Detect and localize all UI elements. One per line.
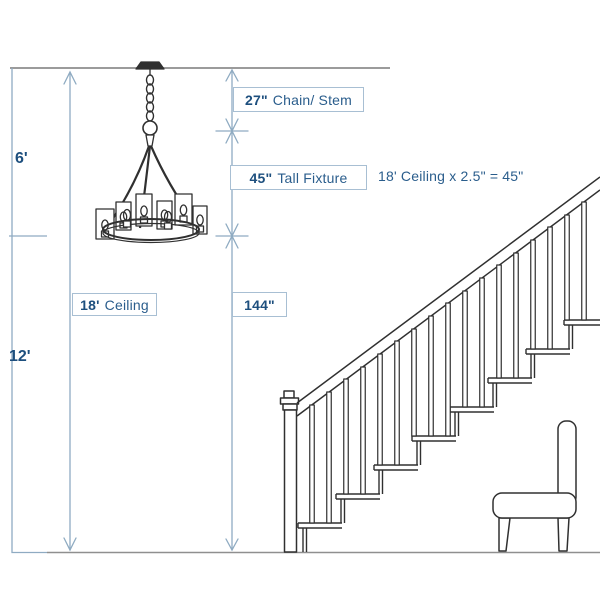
chain-stem-text: Chain/ Stem bbox=[272, 91, 353, 108]
ceiling-height-dimension-label bbox=[72, 293, 157, 316]
floor-to-fixture-value: 144" bbox=[244, 296, 275, 313]
tall-fixture-value: 45" bbox=[249, 169, 273, 186]
twelve-feet-label: 12' bbox=[9, 348, 31, 365]
tall-fixture-text: Tall Fixture bbox=[277, 169, 348, 186]
chandelier-candles bbox=[96, 194, 207, 239]
calculation-note: 18' Ceiling x 2.5" = 45" bbox=[378, 168, 524, 184]
newel-post bbox=[281, 391, 299, 552]
chain-stem-dimension-label bbox=[233, 87, 364, 112]
chain-stem-value: 27" bbox=[244, 91, 268, 108]
chair-drawing bbox=[493, 421, 576, 551]
six-feet-label: 6' bbox=[15, 150, 28, 167]
ceiling-height-text: Ceiling bbox=[104, 296, 149, 313]
chandelier-drawing bbox=[96, 62, 207, 243]
chandelier-chain bbox=[147, 75, 154, 121]
left-extension-line bbox=[9, 68, 47, 553]
tall-fixture-dimension-label bbox=[230, 165, 367, 190]
floor-to-fixture-dimension-label bbox=[232, 292, 287, 317]
ceiling-height-value: 18' bbox=[80, 296, 100, 313]
